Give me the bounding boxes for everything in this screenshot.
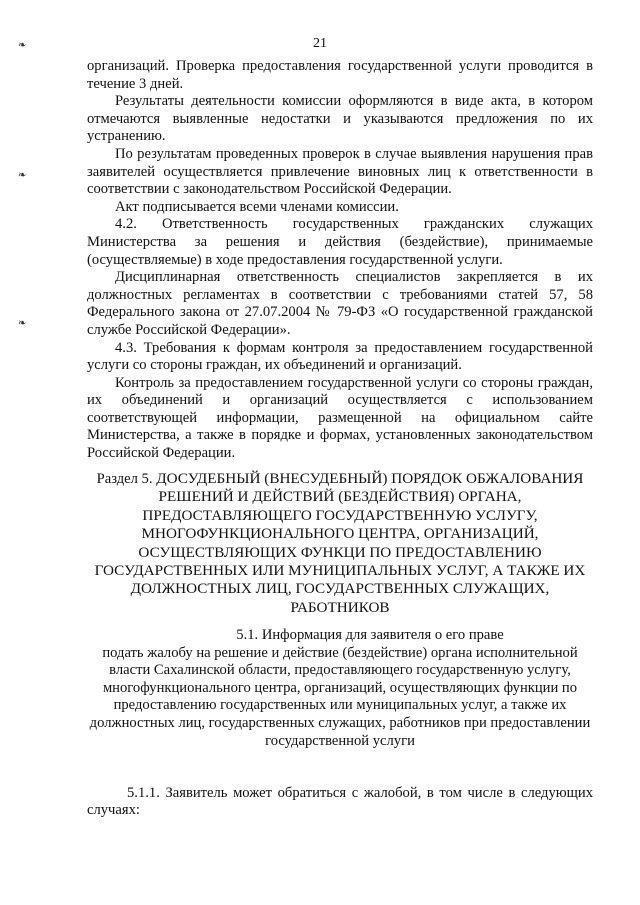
- paragraph: Дисциплинарная ответственность специалистов закрепляется в их должностных регламентах в соответствии с требованиями статей 57, 58 Федерального закона от 27.07.2004 № 79-ФЗ «О государственной гражданской службе Российской Федерации».: [87, 269, 593, 338]
- subsection-text: подать жалобу на решение и действие (бездействие) органа исполнительной власти Сахалинской области, предоставляющего государственную услугу, многофункционального центра, организаций, осуществляющих функции по предоставлению государственных или муниципальных услуг, а также их должностных лиц, государственных служащих, работников при предоставлении государственной услуги: [89, 644, 591, 749]
- scan-mark: ❧: [18, 40, 27, 51]
- body-text: [87, 58, 593, 463]
- section-title: ДОСУДЕБНЫЙ (ВНЕСУДЕБНЫЙ) ПОРЯДОК ОБЖАЛОВАНИЯ РЕШЕНИЙ И ДЕЙСТВИЙ (БЕЗДЕЙСТВИЯ) ОРГАНА, ПРЕДОСТАВЛЯЮЩЕГО ГОСУДАРСТВЕННУЮ УСЛУГУ, МНОГОФУНКЦИОНАЛЬНОГО ЦЕНТРА, ОРГАНИЗАЦИЙ, ОСУЩЕСТВЛЯЮЩИХ ФУНКЦИ ПО ПРЕДОСТАВЛЕНИЮ ГОСУДАРСТВЕННЫХ ИЛИ МУНИЦИПАЛЬНЫХ УСЛУГ, А ТАКЖЕ ИХ ДОЛЖНОСТНЫХ ЛИЦ, ГОСУДАРСТВЕННЫХ СЛУЖАЩИХ, РАБОТНИКОВ: [94, 470, 586, 616]
- clause-5-1-1: 5.1.1. Заявитель может обратиться с жалобой, в том числе в следующих случаях:: [87, 784, 593, 819]
- section-prefix: Раздел 5.: [96, 471, 153, 487]
- paragraph: Результаты деятельности комиссии оформляются в виде акта, в котором отмечаются выявленные недостатки и указываются предложения по их устранению.: [87, 93, 593, 145]
- section-heading: [87, 470, 593, 617]
- scan-mark: ❧: [18, 318, 27, 329]
- paragraph: 4.3. Требования к формам контроля за предоставлением государственной услуги со стороны граждан, их объединений и организаций.: [87, 339, 593, 374]
- scan-mark: ❧: [18, 170, 27, 181]
- page-number: 21: [313, 36, 327, 51]
- paragraph: Контроль за предоставлением государственной услуги со стороны граждан, их объединений и организаций осуществляется с использованием соответствующей информации, размещенной на официальном сайте Министерства, а также в порядке и формах, установленных законодательством Российской Федерации.: [87, 374, 593, 462]
- paragraph: По результатам проведенных проверок в случае выявления нарушения прав заявителей осуществляется привлечение виновных лиц к ответственности в соответствии с законодательством Российской Федерации.: [87, 145, 593, 198]
- paragraph: Акт подписывается всеми членами комиссии.: [115, 198, 399, 215]
- subsection-heading: [87, 627, 593, 750]
- subsection-title: 5.1. Информация для заявителя о его праве: [236, 627, 504, 643]
- paragraph: 4.2. Ответственность государственных гражданских служащих Министерства за решения и действия (бездействие), принимаемые (осуществляемые) в ходе предоставления государственной услуги.: [87, 216, 593, 268]
- paragraph: организаций. Проверка предоставления государственной услуги проводится в течение 3 дней.: [87, 58, 593, 92]
